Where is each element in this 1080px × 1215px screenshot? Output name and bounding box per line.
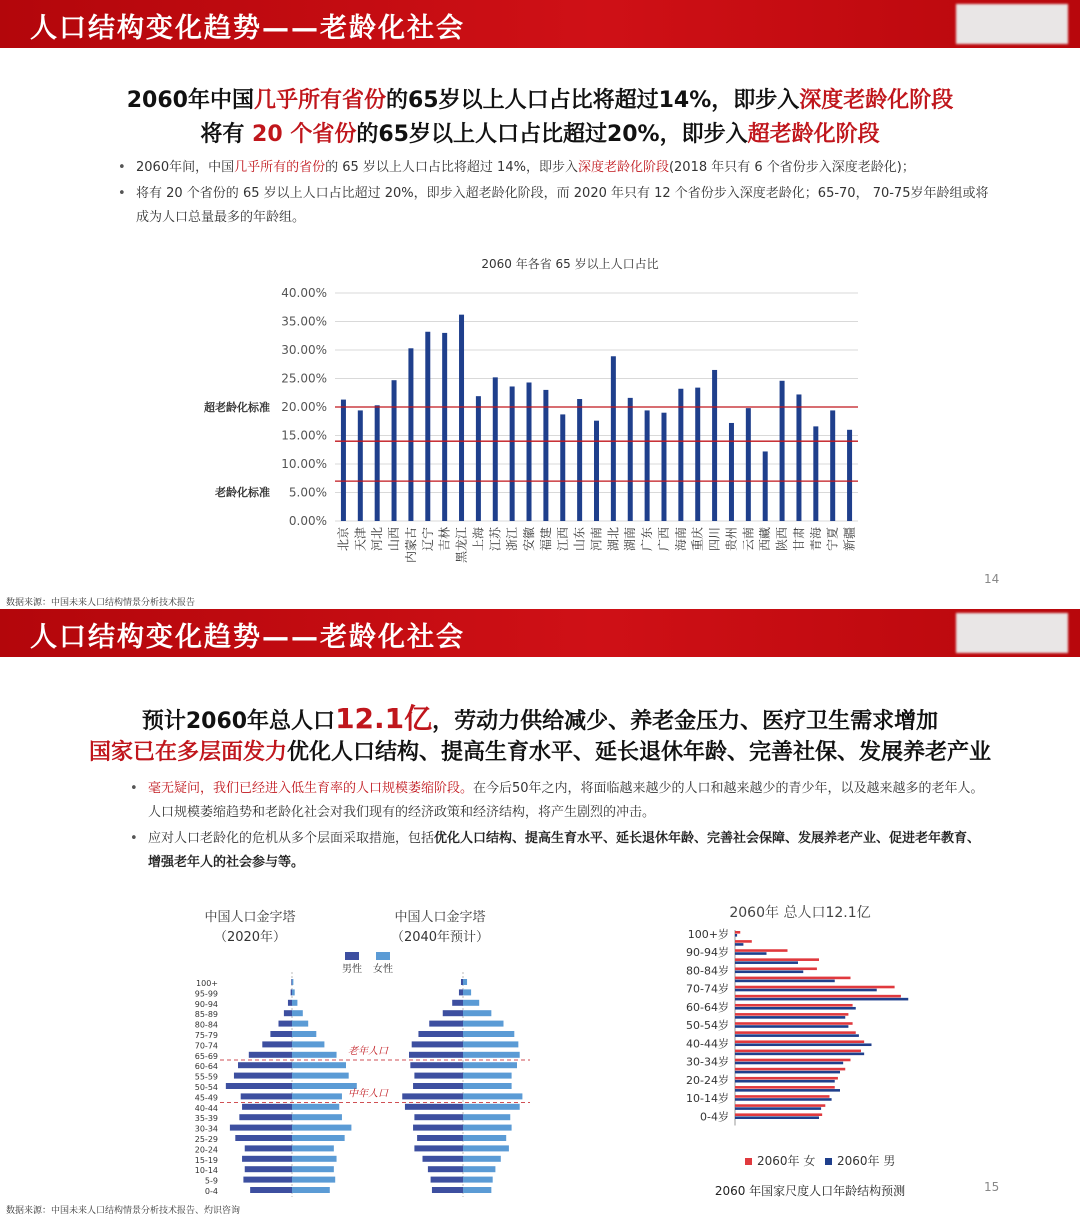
pyramid-subtitle: （2040年预计） xyxy=(390,930,490,945)
legend-label: 女性 xyxy=(373,964,393,975)
x-tick-label: 安徽 xyxy=(522,527,537,552)
age-label: 40-44 xyxy=(194,1103,218,1113)
bar-male-50-54岁 xyxy=(735,1025,848,1028)
pyramid-subtitle: （2020年） xyxy=(213,930,287,945)
headline-2 xyxy=(0,117,1080,148)
legend-label: 男性 xyxy=(342,964,362,975)
pyramid-bar-female xyxy=(463,1135,506,1141)
headline-highlight: 几乎所有省份 xyxy=(253,88,386,113)
x-tick-label: 广西 xyxy=(656,527,671,552)
pyramid-bar-female xyxy=(463,1052,520,1058)
bar-male-35-39岁 xyxy=(735,1053,864,1056)
y-tick-label: 30.00% xyxy=(281,343,327,357)
bar-湖北 xyxy=(611,356,616,521)
bar-河北 xyxy=(375,405,380,521)
x-tick-label: 浙江 xyxy=(505,527,520,552)
data-source: 数据来源：中国未来人口结构情景分析技术报告 xyxy=(6,598,196,607)
bar-云南 xyxy=(746,408,751,521)
bar-female-60-64岁 xyxy=(735,1004,853,1007)
bar-吉林 xyxy=(442,333,447,521)
pyramid-bar-male xyxy=(452,1000,463,1006)
x-tick-label: 辽宁 xyxy=(420,527,435,552)
bullet-highlight: 深度老龄化阶段 xyxy=(577,160,669,175)
pyramid-bar-female xyxy=(463,1104,520,1110)
headline-text: 将有 xyxy=(200,122,253,147)
bar-山西 xyxy=(392,380,397,521)
pyramid-bar-male xyxy=(234,1073,292,1079)
bar-湖南 xyxy=(628,398,633,521)
pyramid-bar-female xyxy=(292,1125,351,1131)
bar-安徽 xyxy=(527,382,532,521)
pyramid-bar-male xyxy=(413,1083,463,1089)
x-tick-label: 北京 xyxy=(336,527,351,552)
pyramid-bar-male xyxy=(429,1021,463,1027)
x-tick-label: 四川 xyxy=(707,527,722,552)
bar-male-80-84岁 xyxy=(735,970,803,973)
pyramid-bar-male xyxy=(270,1031,292,1037)
bar-male-25-29岁 xyxy=(735,1071,840,1074)
bullet-item xyxy=(118,182,998,230)
bar-新疆 xyxy=(847,430,852,521)
bar-宁夏 xyxy=(830,410,835,521)
pyramid-bar-male xyxy=(405,1104,463,1110)
y-tick-label: 50-54岁 xyxy=(686,1019,729,1033)
pyramid-bar-male xyxy=(279,1021,293,1027)
headline-2 xyxy=(0,735,1080,766)
x-tick-label: 江西 xyxy=(555,527,570,552)
pyramid-bar-male xyxy=(262,1041,292,1047)
bullet-highlight: 优化人口结构、提高生育水平、延长退休年龄、完善社会保障、发展养老产业、促进老年教育、增强老年人的社会参与等。 xyxy=(148,831,981,870)
age-label: 15-19 xyxy=(194,1155,218,1165)
bar-male-55-59岁 xyxy=(735,1016,845,1019)
bar-江苏 xyxy=(493,377,498,521)
age-label: 90-94 xyxy=(194,999,218,1009)
bar-male-0-4岁 xyxy=(735,1116,819,1119)
bar-male-30-34岁 xyxy=(735,1062,843,1065)
pyramid-bar-male xyxy=(235,1135,292,1141)
pyramid-bar-male xyxy=(249,1052,292,1058)
banner-title: 人口结构变化趋势——老龄化社会 xyxy=(30,622,465,653)
pyramid-bar-female xyxy=(292,1073,349,1079)
annotation-label: 老年人口 xyxy=(348,1046,388,1057)
x-tick-label: 黑龙江 xyxy=(454,527,469,564)
headline-highlight: 深度老龄化阶段 xyxy=(799,88,954,113)
bar-female-65-69岁 xyxy=(735,995,901,998)
pyramid-bar-female xyxy=(292,1114,342,1120)
x-tick-label: 内蒙古 xyxy=(403,527,418,564)
pyramid-bar-female xyxy=(292,1166,334,1172)
pyramid-bar-female xyxy=(292,979,293,985)
x-tick-label: 吉林 xyxy=(437,527,452,552)
headline-text: ，劳动力供给减少、养老金压力、医疗卫生需求增加 xyxy=(432,709,939,734)
bullet-item xyxy=(118,156,998,180)
title-banner xyxy=(0,609,1080,657)
bar-内蒙古 xyxy=(408,348,413,521)
bar-female-25-29岁 xyxy=(735,1068,845,1071)
bullet-text: 2060年间，中国 xyxy=(136,160,235,175)
age-label: 0-4 xyxy=(204,1187,218,1196)
pyramid-bar-male xyxy=(414,1114,463,1120)
bullet-list xyxy=(130,777,990,875)
pyramid-bar-female xyxy=(463,1125,512,1131)
bullet-list xyxy=(118,156,998,230)
bullet-text: 在今后50年之内，将面临越来越少的人口和越来越少的青少年，以及越来越多的老年人。人口规模萎缩趋势和老龄化社会对我们现有的经济政策和经济结构，将产生剧烈的冲击。 xyxy=(148,781,984,820)
pyramid-bar-female xyxy=(463,1010,491,1016)
pyramid-bar-male xyxy=(243,1177,292,1183)
pyramid-bar-female xyxy=(463,1114,510,1120)
bullet-highlight: 毫无疑问，我们已经进入低生育率的人口规模萎缩阶段。 xyxy=(148,781,474,796)
pyramid-bar-female xyxy=(463,1177,493,1183)
headline-highlight: 20 个省份 xyxy=(252,122,357,147)
title-banner xyxy=(0,0,1080,48)
pyramid-bar-female xyxy=(463,1083,512,1089)
age-label: 75-79 xyxy=(194,1031,218,1040)
x-tick-label: 上海 xyxy=(471,527,486,552)
y-tick-label: 0-4岁 xyxy=(700,1110,729,1124)
headline-highlight: 12.1亿 xyxy=(335,702,433,735)
age-label: 65-69 xyxy=(194,1051,218,1061)
pyramid-bar-male xyxy=(242,1104,292,1110)
pyramid-bar-male xyxy=(418,1031,463,1037)
pyramid-bar-female xyxy=(292,1145,334,1151)
headline-highlight: 超老龄化阶段 xyxy=(747,122,880,147)
y-tick-label: 20.00% xyxy=(281,400,327,414)
legend-swatch-male xyxy=(345,952,359,960)
bar-male-15-19岁 xyxy=(735,1089,840,1092)
pyramid-bar-male xyxy=(413,1125,463,1131)
age-structure-2060-chart xyxy=(670,897,930,1207)
slide-14 xyxy=(0,0,1080,607)
age-label: 85-89 xyxy=(194,1010,218,1020)
chart-title: 2060年 总人口12.1亿 xyxy=(729,905,871,921)
x-tick-label: 新疆 xyxy=(842,527,857,552)
headline-1 xyxy=(0,697,1080,737)
pyramid-bar-female xyxy=(463,1166,495,1172)
reference-label: 超老龄化标准 xyxy=(204,401,270,414)
pyramid-bar-female xyxy=(463,1031,514,1037)
age-label: 50-54 xyxy=(194,1083,218,1092)
age-label: 45-49 xyxy=(194,1093,218,1103)
bar-female-30-34岁 xyxy=(735,1059,851,1062)
y-tick-label: 10-14岁 xyxy=(686,1092,729,1106)
pyramid-bar-female xyxy=(463,1000,479,1006)
age-label: 30-34 xyxy=(194,1124,218,1134)
bar-四川 xyxy=(712,370,717,521)
x-tick-label: 重庆 xyxy=(690,527,705,552)
pyramid-bar-male xyxy=(412,1041,463,1047)
pyramid-bar-male xyxy=(417,1135,463,1141)
legend-swatch-female xyxy=(745,1158,752,1165)
age-label: 70-74 xyxy=(194,1041,218,1051)
pyramid-bar-female xyxy=(292,1135,345,1141)
annotation-label: 中年人口 xyxy=(348,1088,388,1100)
pyramid-bar-male xyxy=(226,1083,292,1089)
y-tick-label: 15.00% xyxy=(281,428,327,443)
pyramid-bar-female xyxy=(463,1041,518,1047)
bar-female-85-89岁 xyxy=(735,958,819,961)
pyramid-bar-female xyxy=(292,1021,308,1027)
y-tick-label: 10.00% xyxy=(281,457,327,471)
headline-highlight: 国家已在多层面发力 xyxy=(88,740,287,765)
pyramid-bar-female xyxy=(292,1156,337,1162)
bar-黑龙江 xyxy=(459,315,464,521)
bullet-highlight: 几乎所有的省份 xyxy=(234,160,326,175)
pyramid-bar-male xyxy=(241,1093,292,1099)
pyramid-bar-female xyxy=(292,1187,330,1193)
bar-辽宁 xyxy=(425,332,430,521)
pyramid-bar-male xyxy=(428,1166,463,1172)
bar-西藏 xyxy=(763,451,768,521)
pyramid-bar-male xyxy=(250,1187,292,1193)
pyramid-bar-male xyxy=(443,1010,463,1016)
pyramid-bar-male xyxy=(284,1010,292,1016)
bar-female-10-14岁 xyxy=(735,1095,830,1098)
age-label: 100+ xyxy=(196,979,218,988)
headline-1 xyxy=(0,83,1080,114)
pyramid-bar-female xyxy=(292,1093,342,1099)
bar-male-40-44岁 xyxy=(735,1043,872,1046)
pyramid-bar-female xyxy=(292,1177,335,1183)
x-tick-label: 陕西 xyxy=(775,527,790,552)
pyramid-bar-female xyxy=(292,1104,339,1110)
x-tick-label: 江苏 xyxy=(488,527,503,552)
pyramid-bar-female xyxy=(292,1010,303,1016)
y-tick-label: 90-94岁 xyxy=(686,946,729,960)
x-tick-label: 西藏 xyxy=(758,527,773,552)
y-tick-label: 25.00% xyxy=(281,371,327,386)
pyramid-bar-female xyxy=(292,1052,337,1058)
province-bar-chart xyxy=(190,248,880,580)
x-tick-label: 河南 xyxy=(589,527,604,552)
pyramid-bar-male xyxy=(230,1125,292,1131)
pyramid-bar-male xyxy=(410,1062,463,1068)
chart-subtitle: 2060 年国家尺度人口年龄结构预测 xyxy=(714,1184,906,1198)
y-tick-label: 5.00% xyxy=(288,485,327,500)
blurred-logo xyxy=(956,613,1068,653)
age-label: 80-84 xyxy=(194,1020,218,1030)
bar-female-0-4岁 xyxy=(735,1113,822,1116)
bar-天津 xyxy=(358,410,363,521)
bar-贵州 xyxy=(729,423,734,521)
pyramid-bar-male xyxy=(245,1166,292,1172)
bar-female-90-94岁 xyxy=(735,949,788,952)
bar-female-45-49岁 xyxy=(735,1031,856,1034)
bar-male-5-9岁 xyxy=(735,1107,821,1110)
blurred-logo xyxy=(956,4,1068,44)
pyramid-bar-female xyxy=(292,1041,324,1047)
pyramid-title: 中国人口金字塔 xyxy=(394,910,486,925)
bullet-text: 将有 20 个省份的 65 岁以上人口占比超过 20%，即步入超老龄化阶段，而 2020 年只有 12 个省份步入深度老龄化；65-70， 70-75岁年龄组或将成为人口总量最多的年龄组。 xyxy=(136,186,989,225)
bar-北京 xyxy=(341,400,346,521)
pyramid-bar-female xyxy=(463,1062,517,1068)
age-label: 95-99 xyxy=(194,989,218,999)
age-label: 10-14 xyxy=(194,1166,218,1176)
pyramid-bar-female xyxy=(463,1187,491,1193)
x-tick-label: 山东 xyxy=(572,527,587,552)
headline-text: 优化人口结构、提高生育水平、延长退休年龄、完善社保、发展养老产业 xyxy=(287,740,992,765)
pyramid-bar-male xyxy=(414,1073,463,1079)
y-tick-label: 60-64岁 xyxy=(686,1000,729,1014)
x-tick-label: 福建 xyxy=(538,527,553,552)
y-tick-label: 40-44岁 xyxy=(686,1037,729,1051)
x-tick-label: 甘肃 xyxy=(791,527,806,552)
bar-江西 xyxy=(560,414,565,521)
pyramid-bar-male xyxy=(432,1187,463,1193)
pyramid-bar-male xyxy=(414,1145,463,1151)
x-tick-label: 云南 xyxy=(741,527,756,552)
bar-male-75-79岁 xyxy=(735,980,835,983)
pyramid-bar-female xyxy=(463,979,467,985)
pyramid-bar-female xyxy=(463,1093,522,1099)
age-label: 35-39 xyxy=(194,1114,218,1124)
pyramid-bar-male xyxy=(431,1177,463,1183)
bar-female-55-59岁 xyxy=(735,1013,848,1016)
bar-female-5-9岁 xyxy=(735,1104,825,1107)
pyramid-bar-female xyxy=(292,1062,346,1068)
pyramid-bar-female xyxy=(292,989,295,995)
y-tick-label: 100+岁 xyxy=(687,928,729,941)
legend-swatch-male xyxy=(825,1158,832,1165)
bullet-item xyxy=(130,777,990,825)
bullet-item xyxy=(130,827,990,875)
population-pyramid-chart xyxy=(190,897,560,1197)
bar-male-90-94岁 xyxy=(735,952,767,955)
x-tick-label: 山西 xyxy=(387,527,402,552)
x-tick-label: 河北 xyxy=(370,527,385,552)
pyramid-bar-male xyxy=(288,1000,292,1006)
pyramid-bar-female xyxy=(463,1073,512,1079)
x-tick-label: 湖南 xyxy=(623,527,638,552)
bar-福建 xyxy=(543,390,548,521)
x-tick-label: 青海 xyxy=(808,527,823,552)
y-tick-label: 35.00% xyxy=(281,314,327,329)
bar-male-20-24岁 xyxy=(735,1080,835,1083)
headline-text: 的65岁以上人口占比将超过14%，即步入 xyxy=(385,88,800,113)
pyramid-bar-female xyxy=(463,1145,509,1151)
pyramid-bar-male xyxy=(242,1156,292,1162)
bar-male-65-69岁 xyxy=(735,998,908,1001)
pyramid-bar-female xyxy=(463,989,471,995)
bar-甘肃 xyxy=(796,394,801,521)
age-label: 20-24 xyxy=(194,1145,218,1155)
pyramid-bar-female xyxy=(463,1021,504,1027)
legend-swatch-female xyxy=(376,952,390,960)
pyramid-title: 中国人口金字塔 xyxy=(204,910,296,925)
legend-label: 2060年 男 xyxy=(837,1154,896,1168)
age-label: 60-64 xyxy=(194,1062,218,1072)
bar-河南 xyxy=(594,421,599,521)
x-tick-label: 广东 xyxy=(640,527,655,552)
legend-label: 2060年 女 xyxy=(757,1154,816,1168)
pyramid-bar-female xyxy=(292,1000,297,1006)
bullet-text: (2018 年只有 6 个省份步入深度老龄化)； xyxy=(668,160,915,175)
pyramid-bar-male xyxy=(238,1062,292,1068)
x-tick-label: 海南 xyxy=(673,527,688,552)
pyramid-bar-male xyxy=(409,1052,463,1058)
banner-title: 人口结构变化趋势——老龄化社会 xyxy=(30,13,465,44)
y-tick-label: 40.00% xyxy=(281,286,327,300)
x-tick-label: 天津 xyxy=(353,527,368,552)
y-tick-label: 70-74岁 xyxy=(686,982,729,996)
pyramid-bar-male xyxy=(291,979,292,985)
bar-male-100+岁 xyxy=(735,934,737,937)
bar-female-15-19岁 xyxy=(735,1086,835,1089)
y-tick-label: 20-24岁 xyxy=(686,1073,729,1087)
bar-male-10-14岁 xyxy=(735,1098,832,1101)
bar-female-100+岁 xyxy=(735,931,740,934)
bar-male-60-64岁 xyxy=(735,1007,856,1010)
x-tick-label: 贵州 xyxy=(724,527,739,552)
bar-female-40-44岁 xyxy=(735,1040,864,1043)
slide-15 xyxy=(0,607,1080,1215)
bar-海南 xyxy=(678,389,683,521)
pyramid-bar-male xyxy=(459,989,463,995)
data-source: 数据来源：中国未来人口结构情景分析技术报告、灼识咨询 xyxy=(6,1206,241,1215)
page-number: 15 xyxy=(984,1180,1000,1194)
bullet-text: 应对人口老龄化的危机从多个层面采取措施，包括 xyxy=(148,831,435,846)
pyramid-bar-male xyxy=(461,979,463,985)
bar-male-70-74岁 xyxy=(735,989,877,992)
age-label: 25-29 xyxy=(194,1135,218,1144)
bar-male-85-89岁 xyxy=(735,961,798,964)
pyramid-bar-male xyxy=(291,989,292,995)
bar-female-75-79岁 xyxy=(735,977,851,980)
y-tick-label: 80-84岁 xyxy=(686,964,729,978)
y-tick-label: 30-34岁 xyxy=(686,1055,729,1069)
page-number: 14 xyxy=(984,572,1000,586)
headline-text: 2060年中国 xyxy=(126,88,254,113)
pyramid-bar-female xyxy=(292,1031,316,1037)
pyramid-bar-male xyxy=(245,1145,292,1151)
bar-female-95-99岁 xyxy=(735,940,752,943)
bar-female-50-54岁 xyxy=(735,1022,853,1025)
y-tick-label: 0.00% xyxy=(288,514,327,528)
pyramid-bar-male xyxy=(423,1156,464,1162)
bar-上海 xyxy=(476,396,481,521)
bar-male-95-99岁 xyxy=(735,943,743,946)
x-tick-label: 宁夏 xyxy=(825,527,840,552)
headline-text: 的65岁以上人口占比超过20%，即步入 xyxy=(356,122,748,147)
bar-陕西 xyxy=(780,381,785,521)
bar-female-20-24岁 xyxy=(735,1077,838,1080)
reference-label: 老龄化标准 xyxy=(215,486,270,500)
bar-male-45-49岁 xyxy=(735,1034,859,1037)
x-tick-label: 湖北 xyxy=(606,527,621,552)
age-label: 5-9 xyxy=(204,1176,218,1186)
chart-title: 2060 年各省 65 岁以上人口占比 xyxy=(481,257,659,271)
pyramid-bar-male xyxy=(402,1093,463,1099)
bar-female-35-39岁 xyxy=(735,1050,861,1053)
bar-广东 xyxy=(645,410,650,521)
bar-female-70-74岁 xyxy=(735,986,895,989)
pyramid-bar-female xyxy=(463,1156,501,1162)
bar-female-80-84岁 xyxy=(735,967,817,970)
age-label: 55-59 xyxy=(194,1072,218,1082)
bullet-text: 的 65 岁以上人口占比将超过 14%，即步入 xyxy=(325,160,578,175)
pyramid-bar-male xyxy=(239,1114,292,1120)
headline-text: 预计2060年总人口 xyxy=(141,709,336,734)
bar-广西 xyxy=(661,413,666,521)
bar-山东 xyxy=(577,399,582,521)
